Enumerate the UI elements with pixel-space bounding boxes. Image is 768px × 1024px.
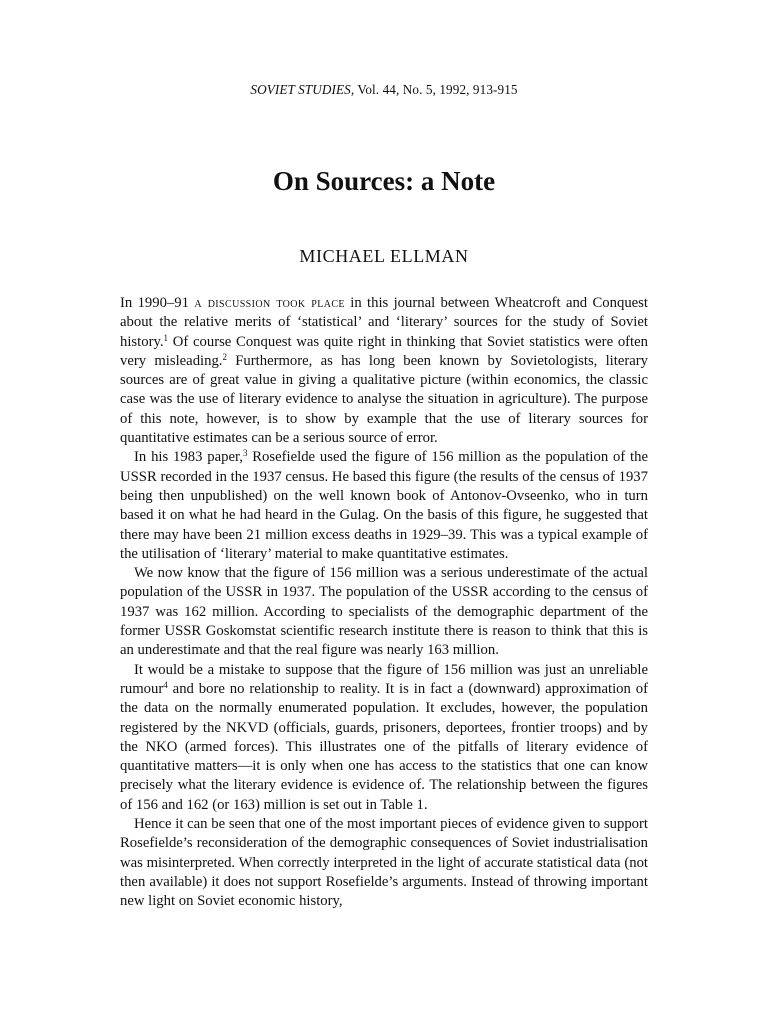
paragraph-4-text-a: It would be a mistake to suppose that the figure of 156 million was just an unreliable rumour <box>120 661 648 697</box>
footnote-ref-4[interactable]: 4 <box>163 679 168 690</box>
footnote-ref-1[interactable]: 1 <box>163 332 169 343</box>
paragraph-1-lead-in: In 1990–91 <box>120 295 189 311</box>
journal-volume-pages: Vol. 44, No. 5, 1992, 913-915 <box>357 82 518 97</box>
paragraph-1-text-a: in this journal between Wheatcroft and Conquest about the relative merits of ‘statistical’ and ‘literary’ sources for the study of Soviet history. <box>120 295 648 350</box>
article-body <box>120 294 648 912</box>
journal-citation-line <box>0 82 768 98</box>
article-author: MICHAEL ELLMAN <box>299 246 469 266</box>
journal-name: SOVIET STUDIES, <box>250 82 355 97</box>
paragraph-5: Hence it can be seen that one of the most important pieces of evidence given to support Rosefielde’s reconsideration of the demographic consequences of Soviet industrialisation was misinterpreted. When correctly interpreted in the light of accurate statistical data (not then available) it does not support Rosefielde’s arguments. Instead of throwing important new light on Soviet economic history, <box>120 816 648 910</box>
paragraph-1-text-b: Of course Conquest was quite right in thinking that Soviet statistics were often very misleading. <box>120 333 648 369</box>
paragraph-4 <box>120 661 648 815</box>
paragraph-1-smallcaps-opening: a discussion took place <box>194 295 345 311</box>
paragraph-1 <box>120 294 648 448</box>
paragraph-2-text-b: Rosefielde used the figure of 156 million as the population of the USSR recorded in the 1937 census. He based this figure (the results of the census of 1937 being then unpublished) on the well known book of Antonov-Ovseenko, who in turn based it on what he had heard in the Gulag. On the basis of this figure, he suggested that there may have been 21 million excess deaths in 1929–39. This was a typical example of the utilisation of ‘literary’ material to make quantitative estimates. <box>120 449 648 562</box>
paragraph-1-text-c: Furthermore, as has long been known by Sovietologists, literary sources are of great value in giving a qualitative picture (within economics, the classic case was the use of literary evidence to analyse the situation in agriculture). The purpose of this note, however, is to show by example that the use of literary sources for quantitative estimates can be a serious source of error. <box>120 352 648 447</box>
paragraph-4-text-b: and bore no relationship to reality. It is in fact a (downward) approximation of the data on the normally enumerated population. It excludes, however, the population registered by the NKVD (officials, guards, prisoners, deportees, frontier troops) and by the NKO (armed forces). This illustrates one of the pitfalls of literary evidence of quantitative matters—it is only when one has access to the statistics that one can know precisely what the literary evidence is evidence of. The relationship between the figures of 156 and 162 (or 163) million is set out in Table 1. <box>120 680 648 813</box>
footnote-ref-3[interactable]: 3 <box>242 448 248 459</box>
article-title: On Sources: a Note <box>272 166 496 196</box>
paragraph-3: We now know that the figure of 156 million was a serious underestimate of the actual population of the USSR in 1937. The population of the USSR according to the census of 1937 was 162 million. According to specialists of the demographic department of the former USSR Goskomstat scientific research institute there is reason to think that this is an underestimate and that the real figure was nearly 163 million. <box>120 565 648 659</box>
paragraph-2 <box>120 448 648 564</box>
footnote-ref-2[interactable]: 2 <box>222 351 227 362</box>
paragraph-2-text-a: In his 1983 paper, <box>134 449 243 466</box>
